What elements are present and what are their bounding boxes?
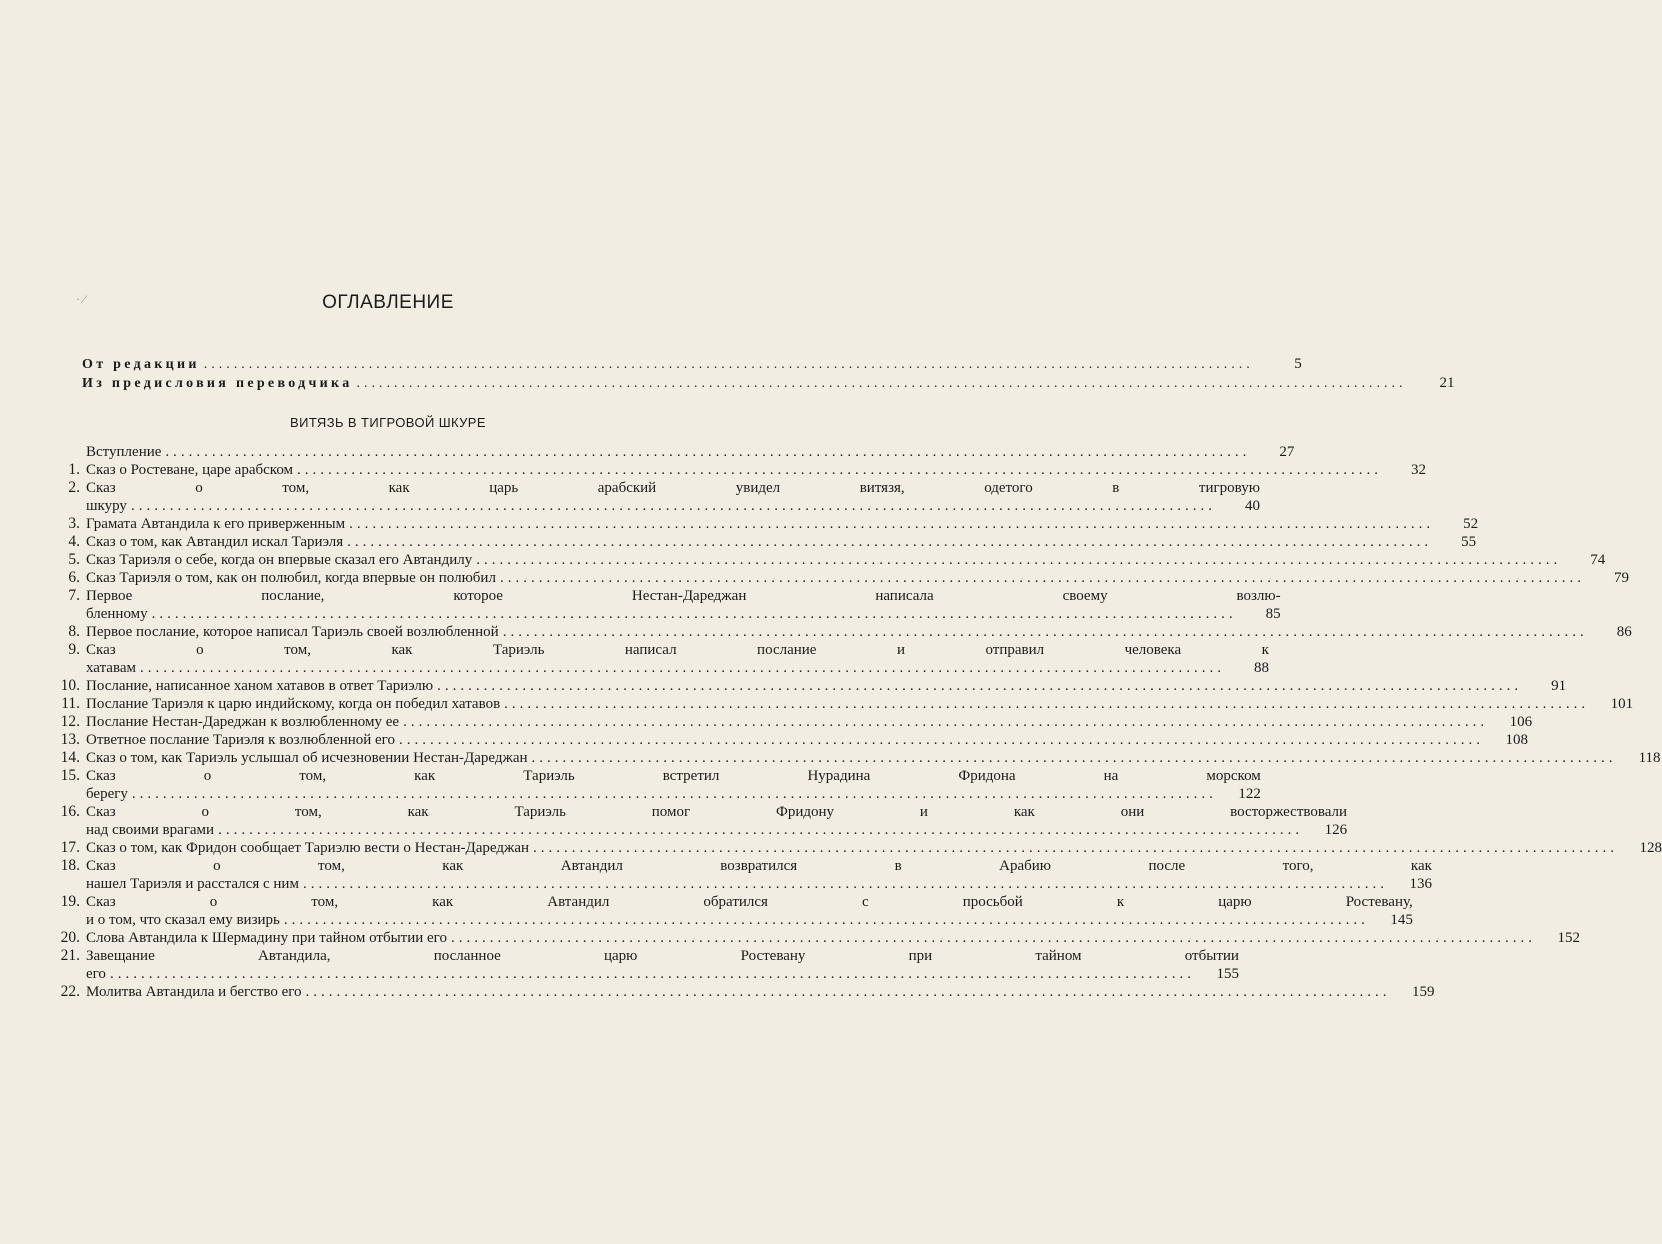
word: тигровую (1198, 480, 1260, 496)
toc-entry (22, 767, 1261, 803)
entry-number: 6. (68, 569, 80, 586)
entry-text (86, 641, 1269, 659)
word: арабский (597, 480, 657, 496)
word: морском (1206, 768, 1261, 784)
page-number: 101 (1610, 696, 1634, 712)
word: как (432, 894, 454, 910)
word: к (1261, 642, 1269, 658)
entry-number (22, 443, 86, 461)
word: Ростевану, (1345, 894, 1413, 910)
toc-entry (22, 641, 1270, 677)
entry-text: Молитва Автандила и бегство его (86, 984, 302, 1000)
entry-line (86, 533, 1476, 551)
word: Сказ (86, 858, 116, 874)
word: Сказ (86, 642, 116, 658)
word: Арабию (999, 858, 1052, 874)
entry-line (86, 983, 1435, 1001)
entry-line (86, 695, 1633, 713)
toc-entry (22, 479, 1260, 515)
word: о (195, 480, 203, 496)
entry-line (86, 875, 1432, 893)
entry-line (86, 857, 1432, 875)
entry-number: 16. (60, 803, 80, 820)
entry-text: шкуру (86, 498, 127, 514)
word: они (1120, 804, 1145, 820)
dot-leader (284, 911, 1369, 929)
entry-text: Сказ о том, как Автандил искал Тариэля (86, 534, 344, 550)
entry-text: Грамата Автандила к его приверженным (86, 516, 346, 532)
word: обратился (703, 894, 768, 910)
dot-leader (303, 875, 1388, 893)
word: восторжествовали (1230, 804, 1348, 820)
dot-leader (504, 695, 1589, 713)
toc-entry (22, 677, 1567, 695)
page-number: 55 (1461, 534, 1477, 550)
entry-text: хатавам (86, 660, 137, 676)
word: Тариэль (492, 642, 545, 658)
entry-number: 15. (60, 767, 80, 784)
word: том, (282, 480, 310, 496)
entry-line (86, 803, 1347, 821)
dot-leader (152, 605, 1237, 623)
word: Сказ (86, 480, 116, 496)
entry-line (86, 965, 1239, 983)
page-number: 128 (1639, 840, 1662, 856)
toc-list (22, 443, 1662, 1001)
entry-number: 8. (68, 623, 80, 640)
word: написал (624, 642, 677, 658)
entry-text (86, 767, 1261, 785)
entry-number: 3. (68, 515, 80, 532)
intro-label: Из предисловия переводчика (82, 376, 353, 391)
entry-line (86, 767, 1261, 785)
word: в (1112, 480, 1120, 496)
word: Автандил (560, 858, 623, 874)
entry-text: Послание Нестан-Дареджан к возлюбленному ее (86, 714, 400, 730)
word: отбытии (1184, 948, 1239, 964)
word: Сказ (86, 804, 116, 820)
word: как (388, 480, 410, 496)
toc-entry (22, 893, 1413, 929)
word: Автандила, (257, 948, 331, 964)
entry-text (86, 803, 1347, 821)
entry-line (86, 893, 1413, 911)
entry-line (86, 947, 1239, 965)
page-number: 155 (1216, 966, 1239, 982)
entry-text: Сказ Тариэля о себе, когда он впервые сказал его Автандилу (86, 552, 473, 568)
dot-leader (399, 731, 1484, 749)
entry-line (86, 749, 1661, 767)
toc-entry (22, 461, 1427, 479)
page-number: 40 (1244, 498, 1260, 514)
word: Нестан-Дареджан (631, 588, 747, 604)
word: увидел (735, 480, 781, 496)
word: том, (318, 858, 345, 874)
word: встретил (662, 768, 720, 784)
word: как (407, 804, 429, 820)
intro-item (82, 356, 1302, 375)
word: и (896, 642, 905, 658)
word: своему (1062, 588, 1108, 604)
toc-entry (22, 857, 1432, 893)
toc-entry (22, 515, 1479, 533)
toc-entry (22, 533, 1477, 551)
dot-leader (218, 821, 1303, 839)
word: о (196, 642, 204, 658)
page-title: ОГЛАВЛЕНИЕ (322, 292, 454, 313)
word: того, (1282, 858, 1314, 874)
section-title: ВИТЯЗЬ В ТИГРОВОЙ ШКУРЕ (290, 415, 486, 430)
entry-text: над своими врагами (86, 822, 215, 838)
word: с (862, 894, 869, 910)
page-number: 5 (1294, 356, 1302, 372)
entry-number: 10. (60, 677, 80, 694)
page-number: 106 (1509, 714, 1533, 730)
word: Завещание (86, 948, 155, 964)
word: царь (489, 480, 519, 496)
entry-text: его (86, 966, 106, 982)
dot-leader (297, 461, 1382, 479)
entry-text (86, 893, 1413, 911)
page-number: 27 (1279, 444, 1295, 460)
entry-number: 9. (68, 641, 80, 658)
toc-entry (22, 983, 1435, 1001)
word: Тариэль (514, 804, 566, 820)
word: которое (453, 588, 503, 604)
word: послание (757, 642, 817, 658)
dot-leader (110, 965, 1195, 983)
dot-leader (131, 497, 1216, 515)
entry-number: 22. (60, 983, 80, 1000)
entry-number: 13. (60, 731, 80, 748)
dot-leader (165, 443, 1250, 461)
entry-number: 19. (60, 893, 80, 910)
word: написала (875, 588, 934, 604)
toc-entry (22, 569, 1629, 587)
dot-leader (349, 515, 1434, 533)
entry-line (86, 461, 1426, 479)
entry-line (86, 443, 1294, 461)
word: Фридону (776, 804, 835, 820)
dot-leader (403, 713, 1488, 731)
entry-number: 12. (60, 713, 80, 730)
stray-mark: · ⁄ (76, 292, 85, 306)
word: как (1410, 858, 1432, 874)
dot-leader (347, 533, 1432, 551)
word: возвратился (720, 858, 798, 874)
entry-line (86, 551, 1605, 569)
dot-leader (306, 983, 1391, 1001)
word: Первое (86, 588, 133, 604)
word: о (209, 894, 218, 910)
entry-line (86, 623, 1632, 641)
dot-leader (140, 659, 1225, 677)
entry-line (86, 605, 1281, 623)
word: том, (284, 642, 311, 658)
entry-line (86, 731, 1528, 749)
word: просьбой (962, 894, 1023, 910)
entry-text: Сказ о том, как Фридон сообщает Тариэлю вести о Нестан-Дареджан (86, 840, 530, 856)
entry-line (86, 821, 1347, 839)
entry-line (86, 911, 1413, 929)
entry-number: 21. (60, 947, 80, 964)
entry-text: Сказ о Ростеване, царе арабском (86, 462, 294, 478)
entry-number: 11. (61, 695, 80, 712)
entry-line (86, 839, 1662, 857)
page-number: 88 (1254, 660, 1270, 676)
page-number: 118 (1638, 750, 1661, 766)
page-number: 85 (1265, 606, 1281, 622)
entry-number: 20. (60, 929, 80, 946)
dot-leader (503, 623, 1588, 641)
dot-leader (451, 929, 1536, 947)
entry-text: Послание Тариэля к царю индийскому, когда он победил хатавов (86, 696, 501, 712)
entry-text (86, 947, 1239, 965)
entry-text: Сказ о том, как Тариэль услышал об исчезновении Нестан-Дареджан (86, 750, 528, 766)
entry-line (86, 929, 1580, 947)
entry-number: 14. (60, 749, 80, 766)
toc-entry (22, 695, 1634, 713)
page-number: 86 (1616, 624, 1632, 640)
word: о (213, 858, 221, 874)
word: Фридона (958, 768, 1016, 784)
entry-line (86, 659, 1269, 677)
page-number: 108 (1505, 732, 1528, 748)
word: Сказ (86, 768, 116, 784)
word: царю (1218, 894, 1252, 910)
page-number: 79 (1613, 570, 1629, 586)
entry-text: Слова Автандила к Шермадину при тайном отбытии его (86, 930, 447, 946)
intro-label: От редакции (82, 357, 200, 372)
word: том, (299, 768, 327, 784)
entry-line (86, 677, 1566, 695)
word: Сказ (86, 894, 116, 910)
page-number: 126 (1324, 822, 1348, 838)
toc-entry (22, 587, 1281, 623)
toc-entry (22, 731, 1528, 749)
page-number: 21 (1439, 375, 1455, 391)
dot-leader (132, 785, 1217, 803)
toc-entry (22, 929, 1580, 947)
entry-number: 2. (68, 479, 80, 496)
entry-line (86, 641, 1269, 659)
word: и (919, 804, 928, 820)
word: в (894, 858, 902, 874)
word: тайном (1035, 948, 1082, 964)
dot-leader (204, 357, 1254, 373)
word: как (1013, 804, 1035, 820)
toc-entry (22, 713, 1533, 731)
dot-leader (357, 376, 1407, 392)
toc-entry (22, 839, 1662, 857)
dot-leader (500, 569, 1585, 587)
entry-line (86, 569, 1629, 587)
entry-line (86, 713, 1532, 731)
entry-line (86, 785, 1261, 803)
word: одетого (984, 480, 1033, 496)
entry-line (86, 515, 1478, 533)
entry-text (86, 479, 1260, 497)
toc-entry (22, 551, 1606, 569)
dot-leader (437, 677, 1522, 695)
intro-item (82, 375, 1455, 394)
toc-entry (22, 623, 1632, 641)
word: как (414, 768, 436, 784)
page-number: 122 (1238, 786, 1261, 802)
entry-text (86, 587, 1281, 605)
intro-list (82, 356, 1455, 394)
entry-line (86, 587, 1281, 605)
word: посланное (433, 948, 501, 964)
page-number: 152 (1557, 930, 1580, 946)
word: после (1148, 858, 1186, 874)
word: к (1116, 894, 1125, 910)
entry-number: 18. (60, 857, 80, 874)
toc-entry (22, 947, 1239, 983)
entry-number: 7. (68, 587, 80, 604)
word: послание, (261, 588, 325, 604)
entry-text: Первое послание, которое написал Тариэль своей возлюбленной (86, 624, 499, 640)
word: о (201, 804, 210, 820)
page-number: 136 (1409, 876, 1432, 892)
word: при (908, 948, 933, 964)
entry-number: 5. (68, 551, 80, 568)
entry-line (86, 479, 1260, 497)
word: отправил (985, 642, 1045, 658)
toc-entry (22, 749, 1661, 767)
entry-text: Ответное послание Тариэля к возлюбленной его (86, 732, 395, 748)
entry-text: нашел Тариэля и расстался с ним (86, 876, 299, 892)
entry-text: бленному (86, 606, 148, 622)
entry-number: 17. (60, 839, 80, 856)
entry-text: Сказ Тариэля о том, как он полюбил, когда впервые он полюбил (86, 570, 496, 586)
page-number: 159 (1412, 984, 1435, 1000)
word: Тариэль (523, 768, 575, 784)
entry-text: Вступление (86, 444, 162, 460)
word: Ростевану (740, 948, 806, 964)
page-number: 91 (1551, 678, 1567, 694)
word: витязя, (859, 480, 905, 496)
word: возлю- (1236, 588, 1281, 604)
entry-text: и о том, что сказал ему визирь (86, 912, 280, 928)
word: том, (311, 894, 339, 910)
dot-leader (476, 551, 1561, 569)
entry-text: берегу (86, 786, 128, 802)
page-number: 74 (1590, 552, 1606, 568)
page-number: 52 (1463, 516, 1479, 532)
word: царю (604, 948, 638, 964)
page-number: 32 (1411, 462, 1427, 478)
entry-line (86, 497, 1260, 515)
word: человека (1124, 642, 1182, 658)
word: Автандил (547, 894, 610, 910)
word: на (1103, 768, 1119, 784)
word: о (203, 768, 212, 784)
toc-entry (22, 443, 1295, 461)
page-number: 145 (1390, 912, 1413, 928)
word: как (442, 858, 464, 874)
word: том, (294, 804, 322, 820)
word: Нурадина (807, 768, 871, 784)
dot-leader (533, 839, 1618, 857)
entry-number: 1. (68, 461, 80, 478)
toc-entry (22, 803, 1348, 839)
entry-number: 4. (68, 533, 80, 550)
dot-leader (532, 749, 1617, 767)
word: помог (651, 804, 691, 820)
entry-text: Послание, написанное ханом хатавов в ответ Тариэлю (86, 678, 434, 694)
word: как (391, 642, 413, 658)
entry-text (86, 857, 1432, 875)
